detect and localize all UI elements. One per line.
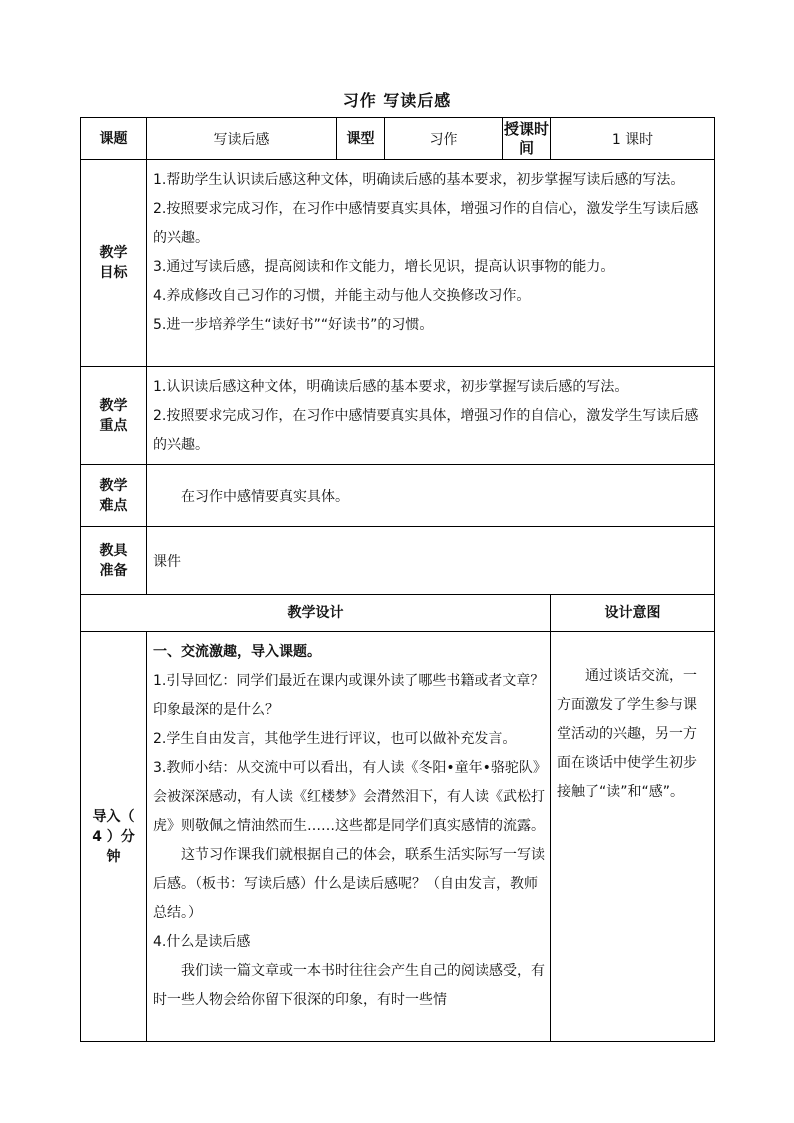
type-value: 习作	[385, 118, 503, 160]
intro-paragraph: 1.引导回忆：同学们最近在课内或课外读了哪些书籍或者文章？印象最深的是什么？	[153, 673, 545, 718]
topic-value: 写读后感	[147, 118, 337, 160]
key-point-line: 1.认识读后感这种文体，明确读后感的基本要求，初步掌握写读后感的写法。	[153, 379, 629, 395]
goal-line: 4.养成修改自己习作的习惯，并能主动与他人交换修改习作。	[153, 288, 531, 304]
materials-label: 教具准备	[81, 527, 147, 595]
intro-paragraph: 3.教师小结：从交流中可以看出，有人读《冬阳•童年•骆驼队》会被深深感动，有人读《红楼梦》会潸然泪下，有人读《武松打虎》则敬佩之情油然而生……这些都是同学们真实感情的流露。	[153, 760, 545, 834]
intro-paragraph: 2.学生自由发言，其他学生进行评议，也可以做补充发言。	[153, 731, 517, 747]
goal-line: 5.进一步培养学生“读好书”“好读书”的习惯。	[153, 317, 434, 333]
time-label: 授课时间	[503, 118, 551, 160]
lesson-plan-table	[80, 117, 715, 1042]
goals-row	[81, 160, 715, 367]
intro-intent-text: 通过谈话交流，一方面激发了学生参与课堂活动的兴趣，另一方面在谈话中使学生初步接触了“读”和“感”。	[557, 668, 697, 800]
key-points-label: 教学重点	[81, 367, 147, 465]
design-header-left: 教学设计	[81, 595, 551, 632]
goal-line: 2.按照要求完成习作，在习作中感情要真实具体，增强习作的自信心，激发学生写读后感的兴趣。	[153, 201, 699, 246]
intro-paragraph: 4.什么是读后感	[153, 934, 251, 950]
goals-label: 教学目标	[81, 160, 147, 367]
page-title: 习作 写读后感	[342, 91, 452, 110]
difficulty-row	[81, 465, 715, 527]
design-header-row	[81, 595, 715, 632]
difficulty-content	[147, 465, 715, 527]
header-row	[81, 118, 715, 160]
difficulty-text: 在习作中感情要真实具体。	[181, 488, 349, 505]
design-header-right: 设计意图	[551, 595, 715, 632]
topic-label: 课题	[81, 118, 147, 160]
intro-row	[81, 632, 715, 1042]
intro-heading: 一、交流激趣，导入课题。	[153, 644, 321, 660]
intro-intent	[551, 632, 715, 1042]
goal-line: 3.通过写读后感，提高阅读和作文能力，增长见识，提高认识事物的能力。	[153, 259, 615, 275]
materials-text: 课件	[147, 527, 715, 595]
goal-line: 1.帮助学生认识读后感这种文体，明确读后感的基本要求，初步掌握写读后感的写法。	[153, 172, 685, 188]
intro-paragraph: 这节习作课我们就根据自己的体会，联系生活实际写一写读后感。（板书：写读后感）什么是读后感呢？（自由发言，教师总结。）	[153, 847, 545, 921]
key-points-row	[81, 367, 715, 465]
difficulty-label: 教学难点	[81, 465, 147, 527]
time-value: 1 课时	[551, 118, 715, 160]
key-points-content	[147, 367, 715, 465]
goals-content	[147, 160, 715, 367]
materials-row	[81, 527, 715, 595]
intro-paragraph: 我们读一篇文章或一本书时往往会产生自己的阅读感受，有时一些人物会给你留下很深的印象，有时一些情	[153, 963, 545, 1008]
type-label: 课型	[337, 118, 385, 160]
intro-label: 导入（ 4 ）分钟	[81, 632, 147, 1042]
key-point-line: 2.按照要求完成习作，在习作中感情要真实具体，增强习作的自信心，激发学生写读后感的兴趣。	[153, 408, 699, 453]
intro-content	[147, 632, 551, 1042]
